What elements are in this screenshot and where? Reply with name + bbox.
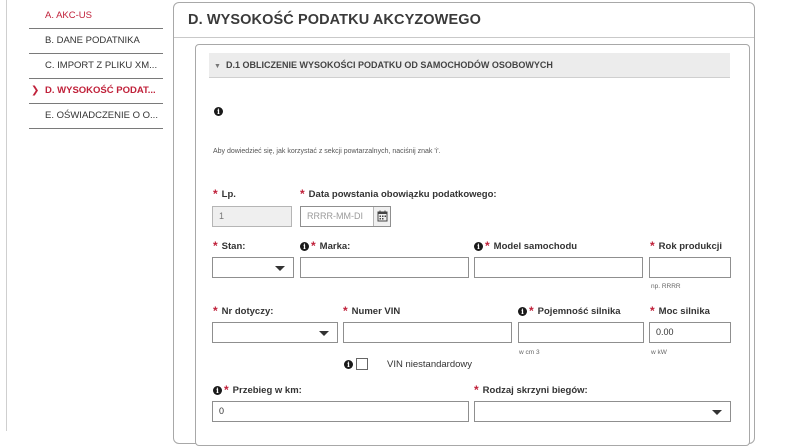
- rok-input[interactable]: [649, 257, 731, 278]
- required-mark: *: [311, 239, 316, 253]
- active-chevron-icon: ❯: [31, 85, 40, 96]
- pojemnosc-input[interactable]: [518, 322, 644, 343]
- nr-dotyczy-label-text: Nr dotyczy:: [221, 306, 274, 317]
- rok-label: [650, 239, 722, 253]
- chevron-down-icon: [275, 266, 285, 271]
- lp-field: [212, 206, 292, 227]
- moc-value: 0.00: [656, 327, 674, 337]
- required-mark: *: [224, 383, 229, 397]
- vin-niestandardowy-label: VIN niestandardowy: [387, 359, 473, 370]
- chevron-down-icon: [712, 410, 722, 415]
- required-mark: *: [213, 187, 218, 201]
- repeatable-section-hint: Aby dowiedzieć się, jak korzystać z sekcji powtarzalnych, naciśnij znak 'i'.: [213, 148, 441, 155]
- przebieg-label: [213, 383, 302, 397]
- sidebar-item-a[interactable]: [29, 4, 163, 29]
- vin-niestandardowy-checkbox[interactable]: [356, 358, 368, 370]
- sidebar-item-e[interactable]: [29, 104, 163, 129]
- calendar-icon: [374, 207, 391, 226]
- section-header[interactable]: [209, 53, 730, 78]
- nr-dotyczy-label: [213, 304, 273, 318]
- vin-input[interactable]: [343, 322, 512, 343]
- stan-select[interactable]: [212, 257, 294, 278]
- required-mark: *: [529, 304, 534, 318]
- section-title: D.1 OBLICZENIE WYSOKOŚCI PODATKU OD SAMOCHODÓW OSOBOWYCH: [226, 60, 553, 70]
- model-label: [474, 239, 577, 253]
- required-mark: *: [343, 304, 348, 318]
- marka-input[interactable]: [300, 257, 469, 278]
- pojemnosc-unit: w cm 3: [519, 349, 540, 356]
- moc-unit: w kW: [651, 349, 667, 356]
- info-icon[interactable]: i: [518, 307, 527, 316]
- pojemnosc-label: [518, 304, 621, 318]
- pojemnosc-label-text: Pojemność silnika: [537, 306, 621, 317]
- required-mark: *: [213, 304, 218, 318]
- stan-label-text: Stan:: [221, 241, 246, 252]
- required-mark: *: [650, 304, 655, 318]
- skrzynia-label-text: Rodzaj skrzyni biegów:: [482, 385, 588, 396]
- marka-label: [300, 239, 350, 253]
- lp-label-text: Lp.: [221, 189, 236, 200]
- required-mark: *: [213, 239, 218, 253]
- model-input[interactable]: [474, 257, 643, 278]
- sidebar-item-label: C. IMPORT Z PLIKU XM...: [45, 60, 158, 71]
- moc-label: [650, 304, 710, 318]
- rok-label-text: Rok produkcji: [658, 241, 723, 252]
- vin-label-text: Numer VIN: [351, 306, 401, 317]
- sidebar-item-label: D. WYSOKOŚĆ PODAT...: [45, 85, 156, 96]
- moc-input[interactable]: [649, 322, 731, 343]
- nr-dotyczy-select[interactable]: [212, 322, 338, 343]
- przebieg-label-text: Przebieg w km:: [232, 385, 302, 396]
- left-divider: [6, 0, 7, 431]
- required-mark: *: [650, 239, 655, 253]
- main-panel: [173, 2, 755, 444]
- marka-label-text: Marka:: [319, 241, 351, 252]
- required-mark: *: [300, 187, 305, 201]
- info-icon[interactable]: i: [214, 107, 223, 116]
- stan-label: [213, 239, 245, 253]
- rok-hint: np. RRRR: [651, 283, 681, 290]
- sidebar-item-label: B. DANE PODATNIKA: [45, 35, 140, 46]
- moc-label-text: Moc silnika: [658, 306, 710, 317]
- vin-label: [343, 304, 400, 318]
- calendar-button[interactable]: [373, 207, 390, 226]
- section-sidebar: [29, 4, 163, 129]
- przebieg-input[interactable]: [212, 401, 469, 422]
- required-mark: *: [474, 383, 479, 397]
- sidebar-item-b[interactable]: [29, 29, 163, 54]
- lp-label: [213, 187, 236, 201]
- chevron-down-icon: [319, 331, 329, 336]
- date-placeholder: RRRR-MM-DI: [307, 211, 363, 221]
- info-icon[interactable]: i: [344, 360, 353, 369]
- lp-value: 1: [219, 211, 225, 221]
- data-label: [300, 187, 497, 201]
- sidebar-item-label: E. OŚWIADCZENIE O O...: [45, 110, 158, 121]
- date-input[interactable]: [300, 206, 391, 227]
- model-label-text: Model samochodu: [493, 241, 578, 252]
- sidebar-item-c[interactable]: [29, 54, 163, 79]
- skrzynia-select[interactable]: [474, 401, 731, 422]
- required-mark: *: [485, 239, 490, 253]
- info-icon[interactable]: i: [474, 242, 483, 251]
- collapse-caret-icon[interactable]: ▼: [214, 63, 221, 70]
- title-divider: [174, 37, 754, 38]
- info-icon[interactable]: i: [213, 386, 222, 395]
- sidebar-item-label: A. AKC-US: [45, 10, 92, 21]
- page-title: D. WYSOKOŚĆ PODATKU AKCYZOWEGO: [188, 12, 481, 28]
- sidebar-item-d[interactable]: [29, 79, 163, 104]
- section-panel: [195, 44, 750, 446]
- skrzynia-label: [474, 383, 588, 397]
- przebieg-value: 0: [219, 406, 225, 416]
- info-icon[interactable]: i: [300, 242, 309, 251]
- data-label-text: Data powstania obowiązku podatkowego:: [308, 189, 497, 200]
